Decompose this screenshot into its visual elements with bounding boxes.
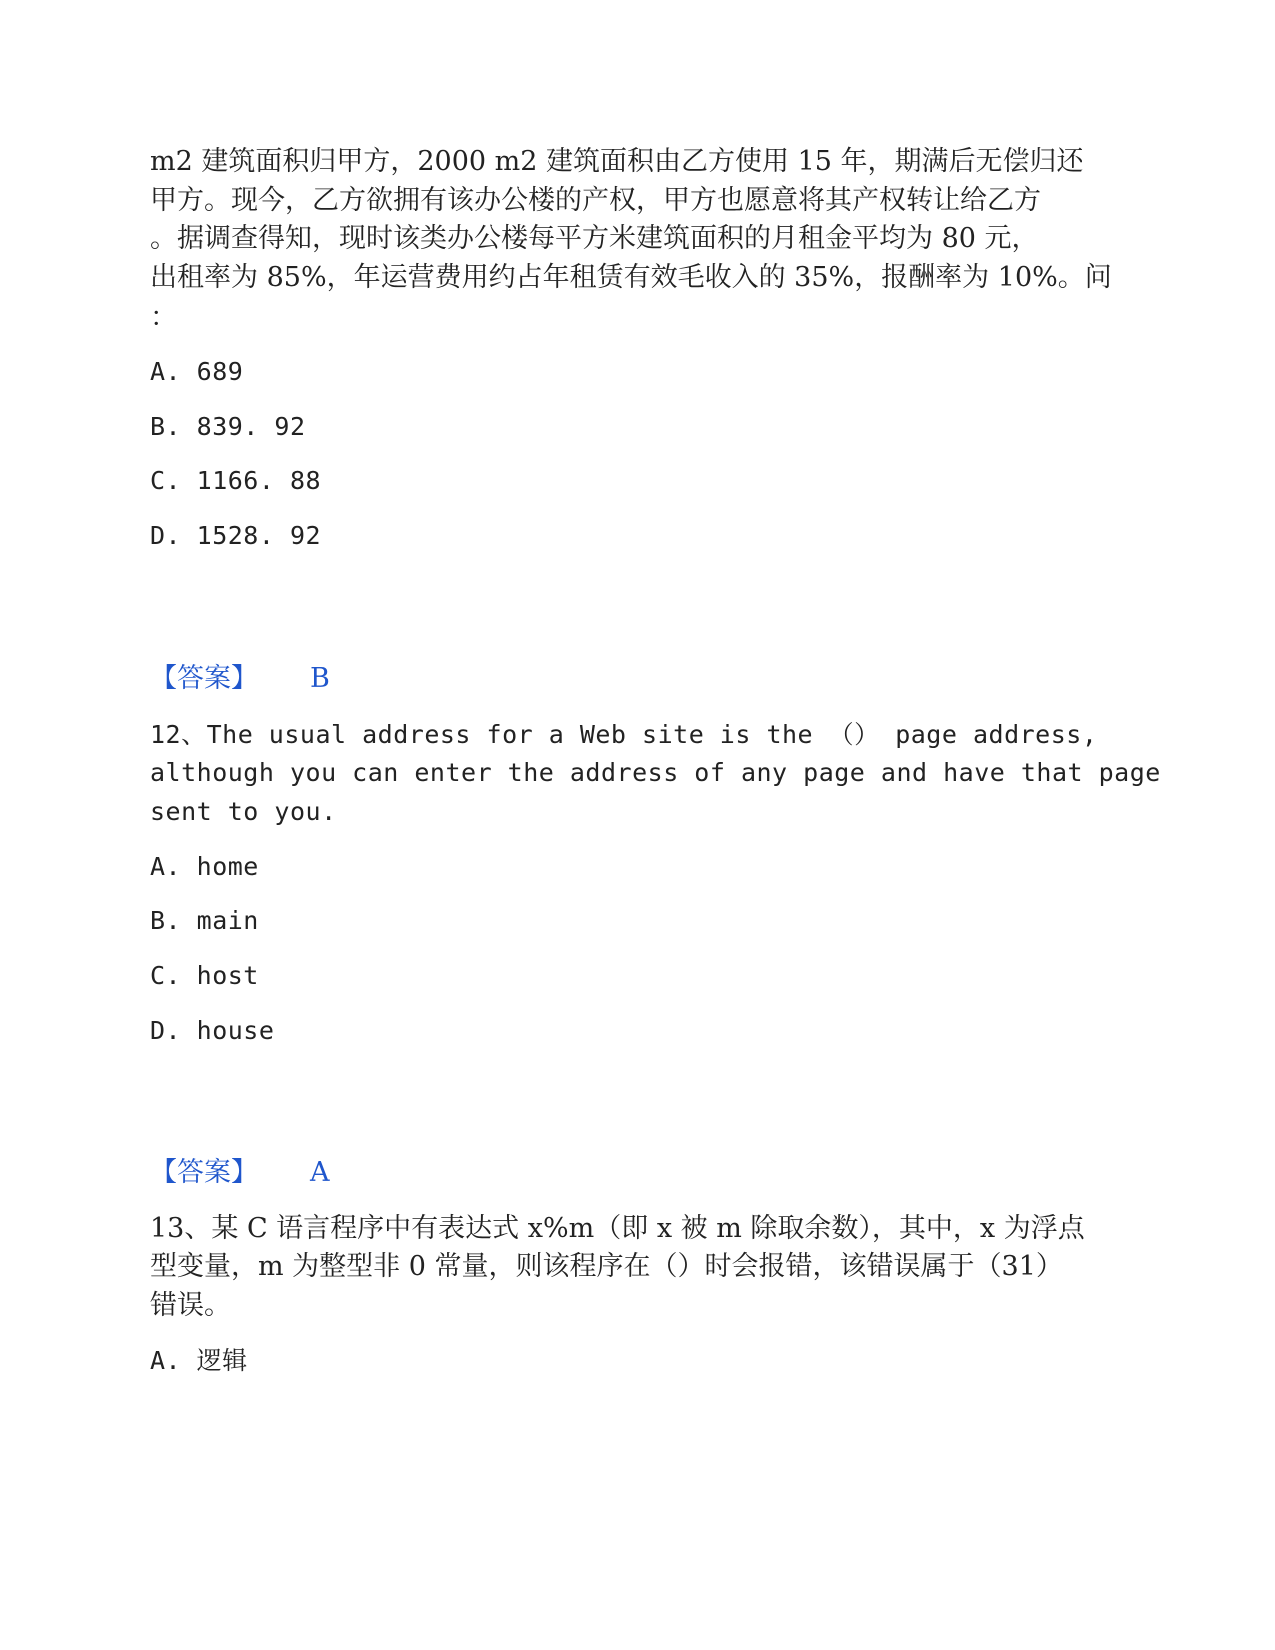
q12-option-c: C. host [150, 961, 259, 990]
q12-text-line-1: 12、The usual address for a Web site is the （） page address, [150, 720, 1098, 749]
q12-answer [150, 1153, 1130, 1193]
answer-label: 【答案】 [150, 1157, 258, 1188]
answer-label: 【答案】 [150, 663, 258, 694]
q13-option-a: A. 逻辑 [150, 1346, 248, 1375]
q11-option-b: B. 839. 92 [150, 412, 306, 441]
q12-text-line-2: although you can enter the address of any page and have that page [150, 758, 1161, 787]
q11-text-line-1: m2 建筑面积归甲方，2000 m2 建筑面积由乙方使用 15 年，期满后无偿归还 [150, 146, 1084, 177]
q11-text-line-3: 。据调查得知，现时该类办公楼每平方米建筑面积的月租金平均为 80 元， [150, 223, 1039, 254]
q12-option-b: B. main [150, 906, 259, 935]
q11-option-a: A. 689 [150, 357, 244, 386]
q12-text-line-3: sent to you. [150, 797, 337, 826]
q11-text-line-2: 甲方。现今，乙方欲拥有该办公楼的产权，甲方也愿意将其产权转让给乙方 [150, 185, 1041, 216]
q11-option-c: C. 1166. 88 [150, 466, 322, 495]
q12-option-d: D. house [150, 1016, 275, 1045]
q13-text-line-1: 13、某 C 语言程序中有表达式 x%m（即 x 被 m 除取余数），其中，x 为浮点 [150, 1213, 1085, 1244]
q11-text-line-5: ： [150, 302, 177, 333]
q12-option-a: A. home [150, 852, 259, 881]
q11-option-d: D. 1528. 92 [150, 521, 322, 550]
answer-value: A [310, 1157, 330, 1188]
q13-text-line-2: 型变量，m 为整型非 0 常量，则该程序在（）时会报错，该错误属于（31） [150, 1251, 1063, 1282]
q11-text-line-4: 出租率为 85%，年运营费用约占年租赁有效毛收入的 35%，报酬率为 10%。问 [150, 262, 1112, 293]
q13-text-line-3: 错误。 [150, 1290, 231, 1321]
answer-value: B [310, 663, 330, 694]
q11-answer [150, 659, 1130, 699]
